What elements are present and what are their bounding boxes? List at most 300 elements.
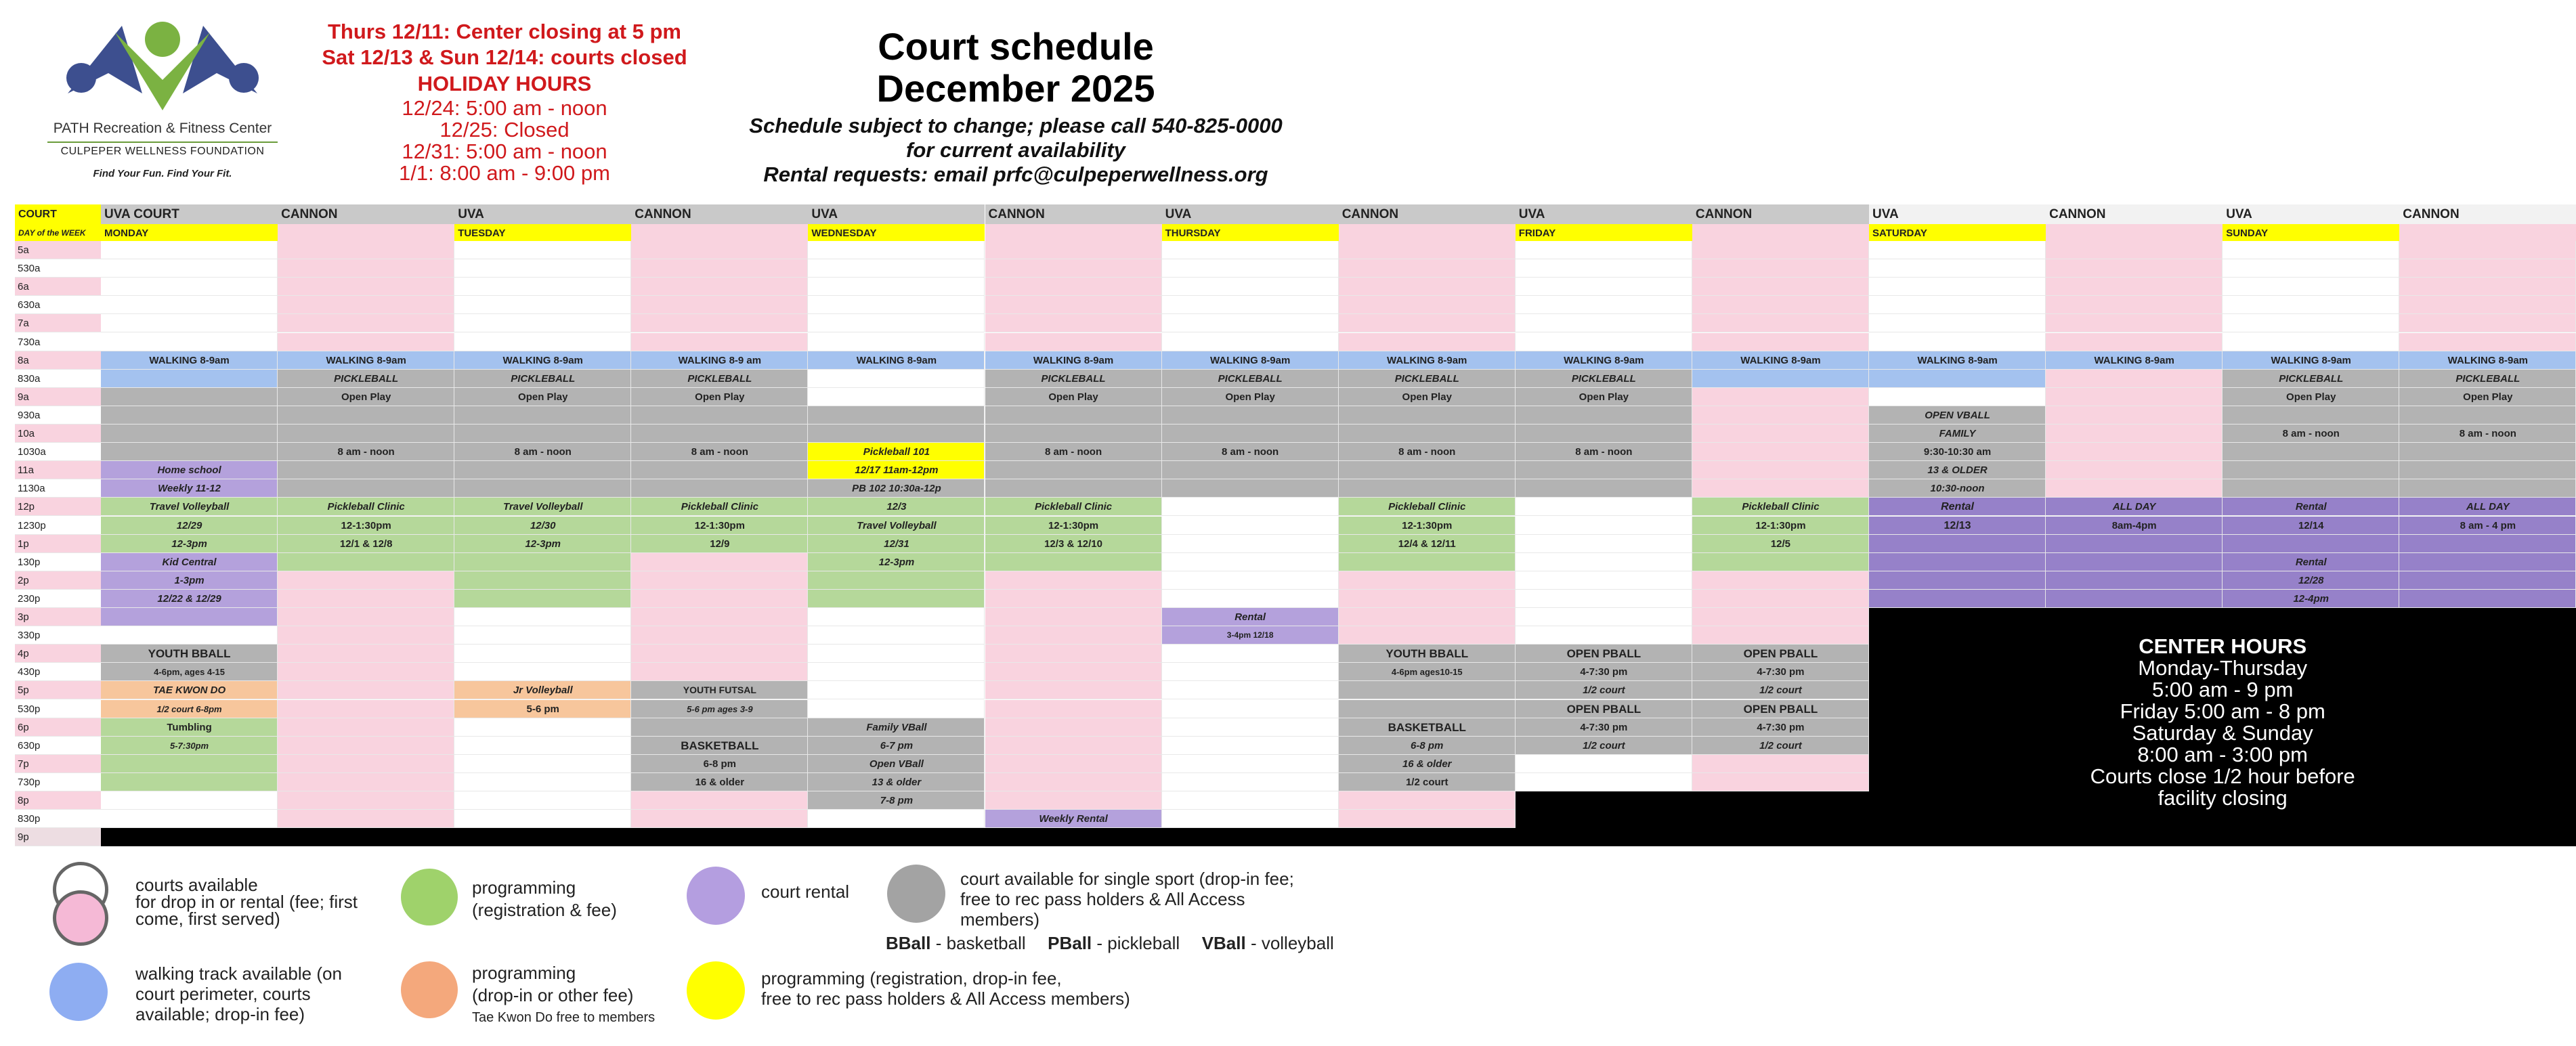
day-header — [631, 224, 808, 241]
court-header: CANNON — [2399, 204, 2576, 224]
grid-cell — [1869, 241, 2046, 259]
grid-cell — [808, 388, 985, 406]
court-header: UVA COURT — [101, 204, 278, 224]
grid-cell — [2399, 571, 2576, 590]
legend-text: members) — [960, 909, 1040, 930]
grid-cell — [2223, 443, 2399, 461]
grid-cell — [2223, 259, 2399, 278]
time-label: 630p — [15, 737, 101, 755]
center-hours-line: Monday-Thursday — [2138, 656, 2308, 680]
grid-cell — [454, 241, 631, 259]
grid-cell — [1162, 424, 1339, 443]
grid-cell — [2046, 388, 2223, 406]
grid-cell — [278, 296, 454, 314]
logo-divider — [47, 141, 278, 143]
grid-cell — [808, 571, 985, 590]
grid-cell — [1339, 810, 1516, 828]
grid-cell — [454, 333, 631, 351]
grid-cell — [1162, 773, 1339, 791]
tagline: Find Your Fun. Find Your Fit. — [93, 168, 232, 179]
day-header — [2399, 224, 2576, 241]
pickleball-label: PICKLEBALL — [2455, 372, 2520, 385]
event-text: 12-1:30pm — [1402, 519, 1453, 531]
event-text: Tumbling — [167, 721, 212, 733]
grid-cell — [985, 681, 1162, 699]
grid-cell — [1162, 461, 1339, 479]
grid-cell — [1339, 608, 1516, 626]
legend-text: for drop in or rental (fee; first — [135, 892, 358, 912]
grid-cell — [1339, 791, 1516, 810]
grid-cell — [808, 406, 985, 424]
time-label: 6a — [15, 278, 101, 296]
grid-cell — [278, 333, 454, 351]
event-text: BASKETBALL — [681, 739, 759, 752]
legend-prog-reg — [472, 877, 617, 921]
people-logo-icon — [41, 19, 284, 121]
closed-block — [1516, 791, 1869, 828]
day-header: TUESDAY — [454, 224, 631, 241]
event-text: Pickleball 101 — [863, 446, 930, 458]
event-text: PB 102 10:30a-12p — [852, 483, 941, 495]
grid-cell — [101, 388, 278, 406]
abbr-key: PBall — [1048, 933, 1092, 953]
grid-cell — [1162, 791, 1339, 810]
grid-cell — [2399, 241, 2576, 259]
open-play-label: Open Play — [695, 391, 745, 403]
grid-cell — [985, 259, 1162, 278]
grid-cell — [278, 590, 454, 608]
grid-cell — [278, 608, 454, 626]
event-text: 12-3pm — [525, 538, 561, 550]
day-header: FRIDAY — [1516, 224, 1692, 241]
title-block — [691, 26, 1341, 187]
event-text: OPEN PBALL — [1743, 702, 1818, 716]
subtitle-change: Schedule subject to change; please call 540-825-0000 — [749, 114, 1283, 137]
legend-text: courts available — [135, 875, 258, 895]
legend-text: available; drop-in fee) — [135, 1004, 305, 1024]
grid-cell — [2223, 479, 2399, 498]
time-label: 2p — [15, 571, 101, 590]
walking-label: WALKING 8-9am — [856, 354, 937, 366]
time-range-label: 8 am - noon — [1222, 446, 1279, 458]
grid-cell — [278, 461, 454, 479]
time-label: 1p — [15, 535, 101, 553]
grid-cell — [2046, 571, 2223, 590]
grid-cell — [1692, 388, 1869, 406]
grid-cell — [1162, 645, 1339, 663]
event-text: 12/31 — [884, 538, 909, 550]
grid-cell — [278, 314, 454, 332]
grid-cell — [808, 259, 985, 278]
walking-label: WALKING 8-9am — [2094, 354, 2174, 366]
grid-cell — [101, 443, 278, 461]
time-label: 5a — [15, 241, 101, 259]
grid-cell — [1869, 571, 2046, 590]
event-text: 4-6pm ages10-15 — [1391, 667, 1463, 678]
grid-cell — [454, 663, 631, 681]
court-header: UVA — [808, 204, 985, 224]
grid-cell — [278, 278, 454, 296]
court-header: CANNON — [278, 204, 454, 224]
event-text: Home school — [157, 464, 221, 477]
grid-cell — [1516, 755, 1692, 773]
grid-cell — [1692, 406, 1869, 424]
grid-cell — [101, 773, 278, 791]
center-hours-line: Saturday & Sunday — [2132, 721, 2313, 745]
grid-cell — [2223, 333, 2399, 351]
event-text: 1/2 court — [1583, 739, 1625, 751]
grid-cell — [454, 553, 631, 571]
legend-text: free to rec pass holders & All Access members) — [761, 988, 1130, 1009]
event-text: Rental — [2295, 556, 2327, 568]
event-text: 12/28 — [2298, 574, 2324, 586]
grid-cell — [808, 700, 985, 718]
grid-cell — [985, 553, 1162, 571]
grid-cell — [1162, 406, 1339, 424]
grid-cell — [808, 314, 985, 332]
court-header: UVA — [1869, 204, 2046, 224]
grid-cell — [101, 810, 278, 828]
pickleball-label: PICKLEBALL — [1218, 372, 1283, 385]
grid-cell — [2399, 479, 2576, 498]
grid-cell — [1339, 333, 1516, 351]
event-text: 6-8 pm — [1411, 739, 1444, 751]
grid-cell — [278, 810, 454, 828]
event-text: BASKETBALL — [1388, 720, 1466, 734]
abbr-key: VBall — [1201, 933, 1246, 953]
holiday-hours-title: HOLIDAY HOURS — [417, 72, 592, 95]
court-header: UVA — [2223, 204, 2399, 224]
grid-cell — [1692, 241, 1869, 259]
grid-cell — [1692, 608, 1869, 626]
grid-cell — [985, 571, 1162, 590]
event-text: Open VBall — [869, 758, 924, 770]
time-range-label: 8 am - noon — [337, 446, 395, 458]
grid-cell — [278, 241, 454, 259]
grid-cell — [985, 718, 1162, 737]
grid-cell — [985, 645, 1162, 663]
legend-prog-drop — [472, 962, 655, 1029]
event-text: 4-7:30 pm — [1757, 721, 1805, 733]
time-label: 4p — [15, 645, 101, 663]
subtitle-rental: Rental requests: email prfc@culpeperwellness.org — [763, 162, 1268, 186]
time-label: 830a — [15, 370, 101, 388]
grid-cell — [2223, 314, 2399, 332]
grid-cell — [1339, 571, 1516, 590]
grid-cell — [631, 278, 808, 296]
center-hours-line: 5:00 am - 9 pm — [2151, 678, 2294, 702]
grid-cell — [101, 278, 278, 296]
pickleball-label: PICKLEBALL — [334, 372, 399, 385]
legend-text: come, first served) — [135, 909, 280, 929]
grid-cell — [631, 461, 808, 479]
abbr-key: BBall — [886, 933, 931, 953]
grid-cell — [2046, 370, 2223, 388]
grid-cell — [2046, 535, 2223, 553]
grid-cell — [1516, 535, 1692, 553]
event-text: 9:30-10:30 am — [1923, 446, 1992, 458]
grid-cell — [2399, 278, 2576, 296]
grid-cell — [631, 333, 808, 351]
grid-cell — [2046, 241, 2223, 259]
open-play-label: Open Play — [2286, 391, 2336, 403]
time-label: 5p — [15, 681, 101, 699]
grid-cell — [1339, 314, 1516, 332]
grid-cell — [454, 755, 631, 773]
grid-cell — [101, 370, 278, 388]
single-sport-swatch-icon — [887, 865, 945, 923]
day-header — [985, 224, 1162, 241]
grid-cell — [454, 718, 631, 737]
grid-cell — [631, 608, 808, 626]
court-header: UVA — [454, 204, 631, 224]
grid-cell — [278, 663, 454, 681]
time-label: 8a — [15, 351, 101, 370]
event-text: OPEN PBALL — [1566, 702, 1641, 716]
event-text: Weekly Rental — [1039, 813, 1108, 825]
event-text: 12/3 & 12/10 — [1044, 538, 1102, 550]
grid-cell — [1516, 406, 1692, 424]
grid-cell — [1516, 241, 1692, 259]
time-range-label: 8 am - noon — [1398, 446, 1456, 458]
event-text: 5-6 pm ages 3-9 — [687, 703, 753, 714]
grid-cell — [631, 259, 808, 278]
grid-cell — [1162, 498, 1339, 516]
grid-cell — [985, 773, 1162, 791]
grid-cell — [2046, 333, 2223, 351]
pickleball-label: PICKLEBALL — [1394, 372, 1459, 385]
center-hours-title: CENTER HOURS — [2139, 634, 2307, 659]
legend-text: court available for single sport (drop-in fee; — [960, 869, 1294, 889]
court-header: CANNON — [1692, 204, 1869, 224]
schedule-grid — [15, 204, 2529, 846]
grid-cell — [278, 479, 454, 498]
grid-cell — [101, 755, 278, 773]
pickleball-label: PICKLEBALL — [511, 372, 576, 385]
grid-cell — [631, 424, 808, 443]
grid-cell — [454, 791, 631, 810]
event-text: Family VBall — [866, 721, 927, 733]
grid-cell — [631, 314, 808, 332]
grid-cell — [1339, 626, 1516, 645]
grid-cell — [2223, 406, 2399, 424]
time-label: 8p — [15, 791, 101, 810]
abbr-value: - basketball — [930, 933, 1026, 953]
grid-cell — [631, 479, 808, 498]
center-hours — [1869, 636, 2576, 809]
grid-cell — [1162, 681, 1339, 699]
time-label: 1030a — [15, 443, 101, 461]
walking-label: WALKING 8-9am — [326, 354, 406, 366]
grid-cell — [808, 645, 985, 663]
event-text: 12/29 — [176, 519, 202, 531]
grid-cell — [2399, 259, 2576, 278]
grid-cell — [2399, 443, 2576, 461]
abbr-value: - volleyball — [1245, 933, 1334, 953]
grid-cell — [808, 241, 985, 259]
legend-text: Tae Kwon Do free to members — [472, 1010, 656, 1025]
time-label: 530a — [15, 259, 101, 278]
day-header — [1692, 224, 1869, 241]
grid-cell — [1162, 296, 1339, 314]
prog-drop-swatch-icon — [401, 961, 458, 1018]
walking-swatch-icon — [49, 963, 108, 1021]
grid-cell — [985, 626, 1162, 645]
pickleball-label: PICKLEBALL — [687, 372, 752, 385]
grid-cell — [1692, 443, 1869, 461]
grid-cell — [454, 314, 631, 332]
grid-cell — [1692, 626, 1869, 645]
event-text: 1/2 court — [1759, 739, 1802, 751]
time-label: 6p — [15, 718, 101, 737]
event-text: 4-7:30 pm — [1580, 666, 1628, 678]
grid-cell — [1516, 424, 1692, 443]
grid-cell — [985, 406, 1162, 424]
time-label: 1230p — [15, 517, 101, 535]
grid-cell — [1869, 314, 2046, 332]
grid-cell — [101, 259, 278, 278]
event-text: 16 & older — [1402, 758, 1452, 770]
open-play-label: Open Play — [518, 391, 568, 403]
time-label: 1130a — [15, 479, 101, 498]
grid-cell — [985, 590, 1162, 608]
event-text: 6-7 pm — [880, 739, 914, 751]
grid-cell — [985, 791, 1162, 810]
grid-cell — [1692, 553, 1869, 571]
event-text: 12/5 — [1770, 538, 1791, 550]
grid-cell — [985, 314, 1162, 332]
grid-cell — [2399, 535, 2576, 553]
grid-cell — [1516, 479, 1692, 498]
notices — [284, 19, 725, 184]
event-text: OPEN VBALL — [1925, 409, 1990, 421]
grid-cell — [1162, 479, 1339, 498]
open-play-label: Open Play — [341, 391, 391, 403]
grid-cell — [278, 755, 454, 773]
event-text: Rental — [2295, 501, 2327, 513]
grid-cell — [1869, 590, 2046, 608]
event-text: 1/2 court — [1405, 776, 1448, 788]
legend-text: free to rec pass holders & All Access — [960, 889, 1245, 909]
grid-cell — [278, 700, 454, 718]
grid-cell — [1869, 333, 2046, 351]
event-text: 12/4 & 12/11 — [1398, 538, 1456, 550]
grid-cell — [1339, 681, 1516, 699]
event-text: 16 & older — [695, 776, 745, 788]
grid-cell — [2223, 461, 2399, 479]
grid-cell — [101, 424, 278, 443]
grid-cell — [2046, 479, 2223, 498]
time-label: 530p — [15, 700, 101, 718]
time-range-label: 8 am - noon — [1575, 446, 1633, 458]
grid-cell — [985, 737, 1162, 755]
grid-cell — [808, 370, 985, 388]
event-text: 12-3pm — [878, 556, 915, 568]
grid-cell — [985, 241, 1162, 259]
court-label: COURT — [15, 204, 101, 224]
event-text: OPEN PBALL — [1566, 647, 1641, 661]
grid-cell — [454, 571, 631, 590]
grid-cell — [1692, 278, 1869, 296]
legend-text: programming (registration, drop-in fee, — [761, 968, 1062, 988]
grid-cell — [985, 755, 1162, 773]
pickleball-label: PICKLEBALL — [1571, 372, 1636, 385]
day-header: SUNDAY — [2223, 224, 2399, 241]
org-name: PATH Recreation & Fitness Center — [53, 121, 272, 136]
event-text: 4-7:30 pm — [1580, 721, 1628, 733]
legend-text: (registration & fee) — [472, 900, 617, 920]
grid-cell — [1516, 517, 1692, 535]
legend-yellow — [761, 968, 1130, 1009]
time-range-label: 8 am - noon — [691, 446, 748, 458]
grid-cell — [1162, 663, 1339, 681]
legend-text: programming — [472, 877, 576, 898]
legend-walking — [135, 963, 342, 1024]
walking-label: WALKING 8-9am — [1917, 354, 1998, 366]
grid-cell — [1692, 424, 1869, 443]
grid-cell — [101, 791, 278, 810]
grid-cell — [2046, 443, 2223, 461]
walking-label: WALKING 8-9am — [1033, 354, 1114, 366]
page-title: Court schedule — [878, 25, 1154, 68]
time-label: 730a — [15, 333, 101, 351]
grid-cell — [1692, 296, 1869, 314]
grid-cell — [631, 406, 808, 424]
legend-text: walking track available (on — [135, 963, 342, 984]
time-label: 930a — [15, 406, 101, 424]
grid-cell — [101, 406, 278, 424]
grid-cell — [101, 626, 278, 645]
event-text: TAE KWON DO — [152, 684, 226, 697]
grid-cell — [2399, 590, 2576, 608]
grid-cell — [631, 645, 808, 663]
time-range-label: 8 am - noon — [1044, 446, 1102, 458]
event-text: Rental — [1235, 611, 1266, 624]
event-text: 12-1:30pm — [1755, 519, 1806, 531]
time-range-label: 8 am - noon — [2459, 428, 2516, 440]
time-label: 430p — [15, 663, 101, 681]
rental-swatch-icon — [687, 867, 745, 925]
holiday-line: 12/24: 5:00 am - noon — [402, 96, 607, 120]
event-text: 12/9 — [710, 538, 730, 550]
grid-cell — [1162, 571, 1339, 590]
center-hours-line: facility closing — [2158, 786, 2288, 810]
event-text: Pickleball Clinic — [1034, 501, 1113, 513]
available-swatch-icon — [53, 890, 108, 946]
legend-available — [135, 877, 358, 928]
walking-label: WALKING 8-9am — [149, 354, 230, 366]
grid-cell — [631, 590, 808, 608]
event-text: YOUTH FUTSAL — [683, 684, 756, 696]
grid-cell — [1162, 590, 1339, 608]
event-text: Travel Volleyball — [857, 519, 937, 531]
time-label: 11a — [15, 461, 101, 479]
event-text: ALL DAY — [2112, 501, 2156, 513]
walking-label: WALKING 8-9am — [2447, 354, 2529, 366]
event-text: 4-6pm, ages 4-15 — [154, 667, 225, 678]
grid-cell — [1339, 553, 1516, 571]
open-play-label: Open Play — [1048, 391, 1098, 403]
day-header: WEDNESDAY — [808, 224, 985, 241]
grid-cell — [1162, 333, 1339, 351]
grid-cell — [1339, 461, 1516, 479]
grid-cell — [1162, 241, 1339, 259]
grid-cell — [1516, 626, 1692, 645]
grid-cell — [454, 590, 631, 608]
grid-cell — [631, 571, 808, 590]
holiday-line: 1/1: 8:00 am - 9:00 pm — [399, 161, 610, 185]
event-text: 12/14 — [2298, 519, 2324, 531]
